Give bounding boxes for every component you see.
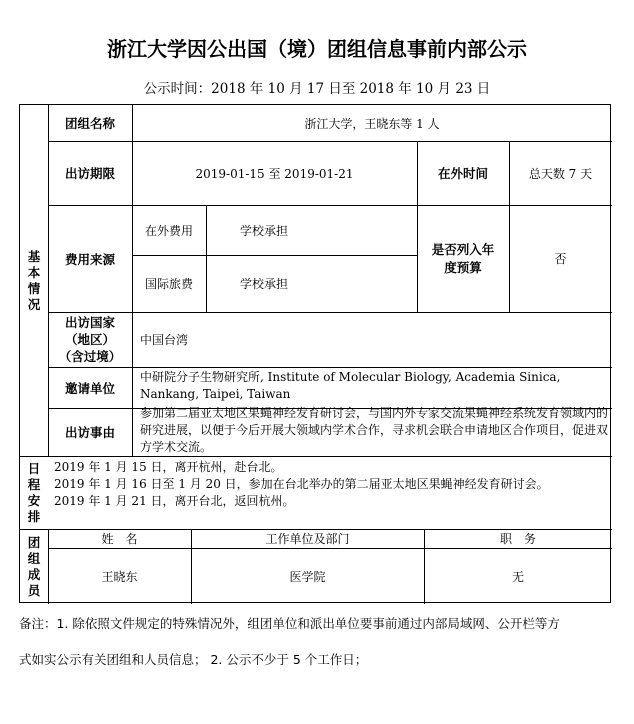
purpose-value: 参加第二届亚太地区果蝇神经发育研讨会，与国内外专家交流果蝇神经系统发育领域内的研究进展，以便于今后开展大领域内学术合作，寻求机会联合申请地区合作项目，促进双方学术交流。 xyxy=(140,406,609,454)
group-name-value: 浙江大学，王晓东等 1 人 xyxy=(304,116,440,131)
abroad-cost-value: 学校承担 xyxy=(240,223,289,238)
member-position: 无 xyxy=(511,569,524,584)
country-label-line3: （含过境） xyxy=(58,349,122,364)
members-header-position: 职 务 xyxy=(499,532,536,546)
budget-value: 否 xyxy=(554,252,567,266)
country-value: 中国台湾 xyxy=(140,333,189,347)
members-section-label: 团组成员 xyxy=(27,534,41,598)
country-label-line1: 出访国家 xyxy=(64,315,115,330)
group-name-label: 团组名称 xyxy=(64,116,115,131)
inviter-label: 邀请单位 xyxy=(64,380,115,396)
schedule-line: 2019 年 1 月 16 日至 1 月 20 日，参加在台北举办的第二届亚太地区果蝇神经发育研讨会。 xyxy=(54,477,549,491)
schedule-section-label: 日程安排 xyxy=(27,460,41,524)
members-header-name: 姓 名 xyxy=(101,532,138,546)
member-unit: 医学院 xyxy=(289,569,326,584)
country-label xyxy=(48,312,132,367)
members-header-unit: 工作单位及部门 xyxy=(265,532,350,546)
schedule-line: 2019 年 1 月 21 日，离开台北，返回杭州。 xyxy=(54,494,295,508)
inviter-value: 中研院分子生物研究所, Institute of Molecular Biology, Academia Sinica, Nankang, Taipei, Taiwan xyxy=(140,370,561,401)
budget-label: 是否列入年度预算 xyxy=(431,241,495,275)
travel-cost-label: 国际旅费 xyxy=(144,277,193,291)
page-title: 浙江大学因公出国（境）团组信息事前内部公示 xyxy=(107,37,527,61)
fund-source-label: 费用来源 xyxy=(64,251,115,267)
basic-info-section-label: 基本情况 xyxy=(27,248,41,312)
member-name: 王晓东 xyxy=(101,569,138,584)
note-line-1: 备注：1. 除依照文件规定的特殊情况外，组团单位和派出单位要事前通过内部局域网、公开栏等方 xyxy=(19,616,560,631)
abroad-cost-label: 在外费用 xyxy=(144,223,193,238)
schedule-list xyxy=(54,459,610,510)
travel-cost-value: 学校承担 xyxy=(240,277,289,291)
country-label-line2: （地区） xyxy=(64,332,115,347)
publicity-time: 公示时间：2018 年 10 月 17 日至 2018 年 10 月 23 日 xyxy=(143,81,491,97)
abroad-time-value: 总天数 7 天 xyxy=(528,166,593,181)
info-table xyxy=(19,104,611,603)
schedule-line: 2019 年 1 月 15 日，离开杭州，赴台北。 xyxy=(54,460,283,474)
note-line-2: 式如实公示有关团组和人员信息； 2. 公示不少于 5 个工作日； xyxy=(19,652,368,667)
period-label: 出访期限 xyxy=(64,166,115,181)
purpose-label: 出访事由 xyxy=(64,425,115,440)
abroad-time-label: 在外时间 xyxy=(437,166,488,181)
period-value: 2019-01-15 至 2019-01-21 xyxy=(195,166,354,181)
